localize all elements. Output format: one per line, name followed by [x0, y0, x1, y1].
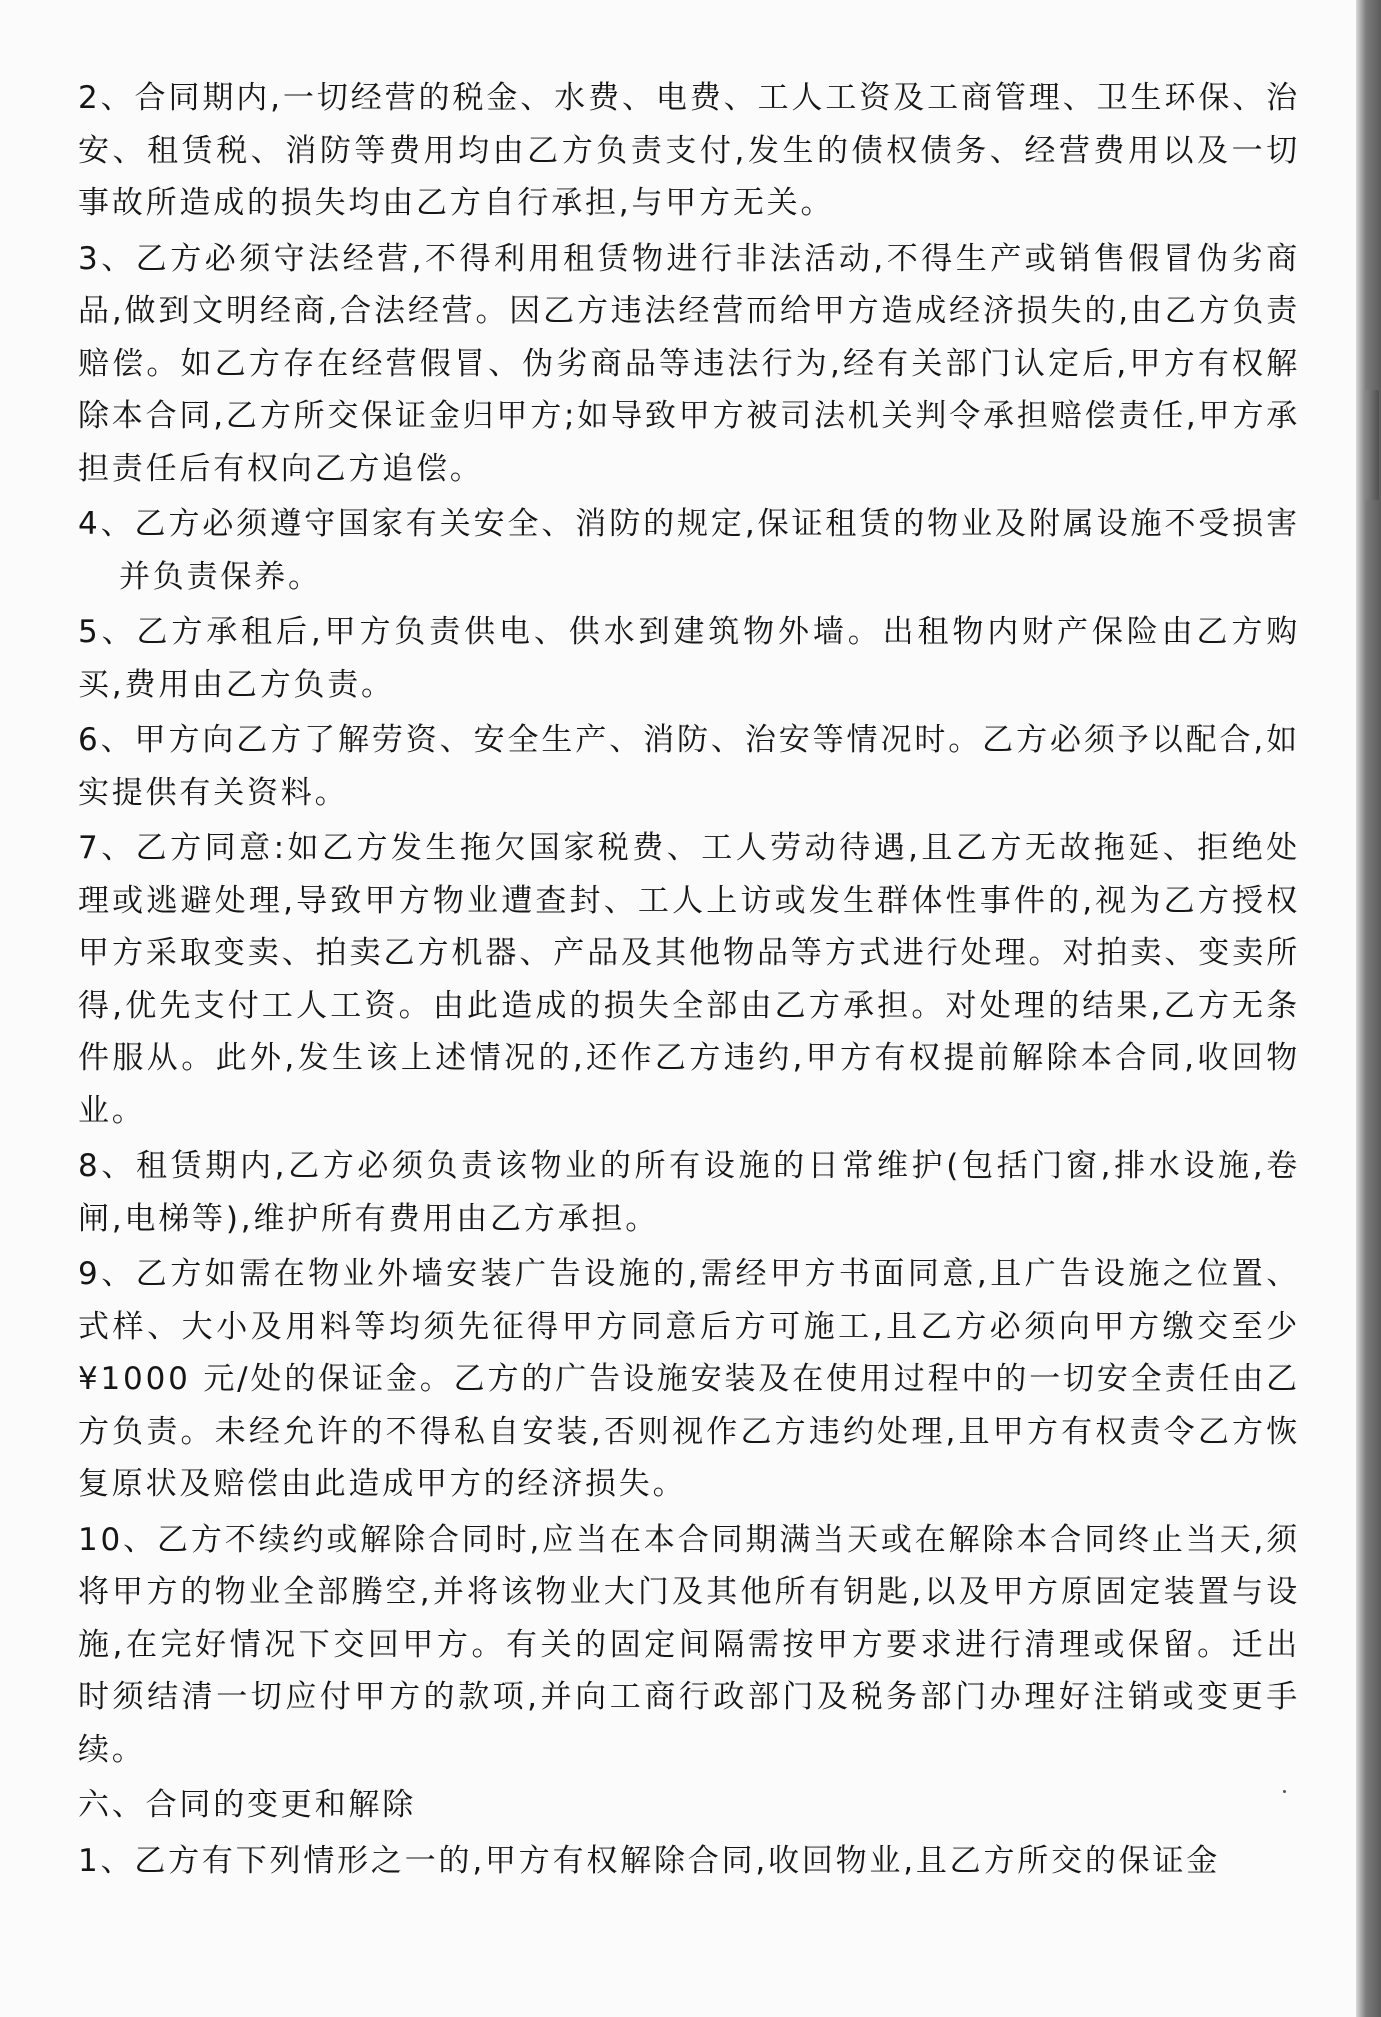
clause-7: 7、乙方同意:如乙方发生拖欠国家税费、工人劳动待遇,且乙方无故拖延、拒绝处理或逃避处理,导致甲方物业遭查封、工人上访或发生群体性事件的,视为乙方授权甲方采取变卖、拍卖乙方机器、产品及其他物品等方式进行处理。对拍卖、变卖所得,优先支付工人工资。由此造成的损失全部由乙方承担。对处理的结果,乙方无条件服从。此外,发生该上述情况的,还作乙方违约,甲方有权提前解除本合同,收回物业。 [78, 830, 1300, 1129]
page-edge-mark [1365, 390, 1379, 500]
clause-5: 5、乙方承租后,甲方负责供电、供水到建筑物外墙。出租物内财产保险由乙方购买,费用由乙方负责。 [78, 614, 1300, 703]
clause-8: 8、租赁期内,乙方必须负责该物业的所有设施的日常维护(包括门窗,排水设施,卷闸,电梯等),维护所有费用由乙方承担。 [78, 1148, 1300, 1237]
clause-2: 2、合同期内,一切经营的税金、水费、电费、工人工资及工商管理、卫生环保、治安、租赁税、消防等费用均由乙方负责支付,发生的债权债务、经营费用以及一切事故所造成的损失均由乙方自行承担,与甲方无关。 [78, 80, 1300, 221]
clause-10: 10、乙方不续约或解除合同时,应当在本合同期满当天或在解除本合同终止当天,须将甲方的物业全部腾空,并将该物业大门及其他所有钥匙,以及甲方原固定装置与设施,在完好情况下交回甲方。有关的固定间隔需按甲方要求进行清理或保留。迁出时须结清一切应付甲方的款项,并向工商行政部门及税务部门办理好注销或变更手续。 [78, 1521, 1300, 1768]
clause-3: 3、乙方必须守法经营,不得利用租赁物进行非法活动,不得生产或销售假冒伪劣商品,做到文明经商,合法经营。因乙方违法经营而给甲方造成经济损失的,由乙方负责赔偿。如乙方存在经营假冒、伪劣商品等违法行为,经有关部门认定后,甲方有权解除本合同,乙方所交保证金归甲方;如导致甲方被司法机关判令承担赔偿责任,甲方承担责任后有权向乙方追偿。 [78, 240, 1300, 487]
clause-9: 9、乙方如需在物业外墙安装广告设施的,需经甲方书面同意,且广告设施之位置、式样、大小及用料等均须先征得甲方同意后方可施工,且乙方必须向甲方缴交至少¥1000 元/处的保证金。乙方的广告设施安装及在使用过程中的一切安全责任由乙方负责。未经允许的不得私自安装,否则视作乙方违约处理,且甲方有权责令乙方恢复原状及赔偿由此造成甲方的经济损失。 [78, 1256, 1300, 1502]
section-6-clause-1: 1、乙方有下列情形之一的,甲方有权解除合同,收回物业,且乙方所交的保证金 [78, 1842, 1221, 1879]
clause-4: 4、乙方必须遵守国家有关安全、消防的规定,保证租赁的物业及附属设施不受损害并负责保养。 [78, 506, 1300, 595]
section-heading: 六、合同的变更和解除 [78, 1787, 416, 1823]
page-edge-shadow [1356, 0, 1381, 2017]
clause-6: 6、甲方向乙方了解劳资、安全生产、消防、治安等情况时。乙方必须予以配合,如实提供有关资料。 [78, 722, 1300, 811]
speck [1283, 1790, 1286, 1793]
document-body [78, 72, 1300, 1890]
